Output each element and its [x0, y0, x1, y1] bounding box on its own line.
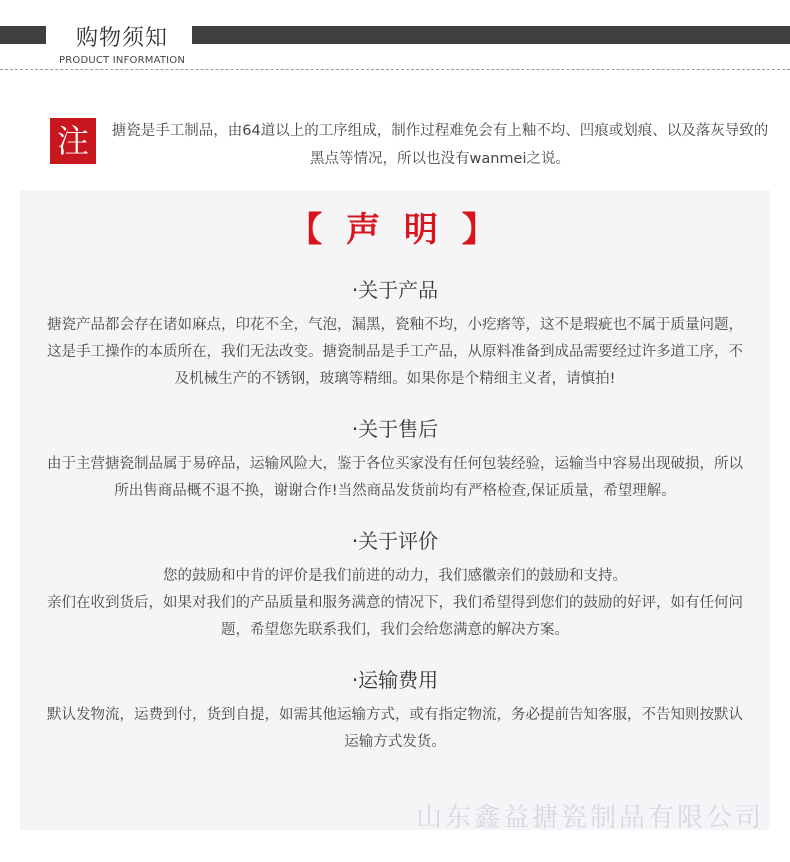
header-bar-right — [192, 26, 790, 44]
header-bar-left — [0, 26, 46, 44]
section-subtitle: PRODUCT INFORMATION — [59, 55, 186, 66]
section-paragraph: 亲们在收到货后，如果对我们的产品质量和服务满意的情况下，我们希望得到您们的鼓励的好评，如有任何问题，希望您先联系我们，我们会给您满意的解决方案。 — [47, 595, 743, 638]
company-watermark: 山东鑫益搪瓷制品有限公司 — [415, 803, 764, 830]
section-title-shipping: ·运输费用 — [351, 668, 439, 692]
statement-title: 【 声 明 】 — [288, 210, 502, 250]
notice-block — [0, 78, 790, 190]
section-header — [0, 0, 790, 78]
section-shipping — [20, 666, 770, 756]
section-paragraph: 默认发物流，运费到付，货到自提，如需其他运输方式，或有指定物流，务必提前告知客服，不告知则按默认运输方式发货。 — [47, 707, 743, 750]
section-product — [20, 276, 770, 393]
section-paragraph: 由于主营搪瓷制品属于易碎品，运输风险大，鉴于各位买家没有任何包装经验，运输当中容易出现破损，所以所出售商品概不退不换，谢谢合作!当然商品发货前均有严格检查,保证质量，希望理解。 — [47, 456, 743, 499]
section-paragraph: 您的鼓励和中肯的评价是我们前进的动力，我们感徽亲们的鼓励和支持。 — [163, 568, 627, 584]
section-paragraph: 搪瓷产品都会存在诸如麻点，印花不全，气泡，漏黑，瓷釉不均，小疙瘩等，这不是瑕疵也不属于质量问题，这是手工操作的本质所在，我们无法改变。搪瓷制品是手工产品，从原料准备到成品需要经过许多道工序，不及机械生产的不锈钢，玻璃等精细。如果你是个精细主义者，请慎拍! — [47, 317, 743, 387]
section-title-reviews: ·关于评价 — [351, 529, 439, 553]
section-after-sales — [20, 415, 770, 505]
notice-badge: 注 — [50, 118, 96, 164]
section-reviews — [20, 527, 770, 644]
section-title-after-sales: ·关于售后 — [351, 417, 439, 441]
statement-panel — [20, 190, 770, 830]
section-title-product: ·关于产品 — [351, 278, 439, 302]
dashed-divider — [0, 69, 790, 70]
section-title: 购物须知 — [76, 26, 169, 51]
notice-text: 搪瓷是手工制品，由64道以上的工序组成，制作过程难免会有上釉不均、凹痕或划痕、以及落灰导致的黑点等情况，所以也没有wanmei之说。 — [111, 123, 769, 167]
